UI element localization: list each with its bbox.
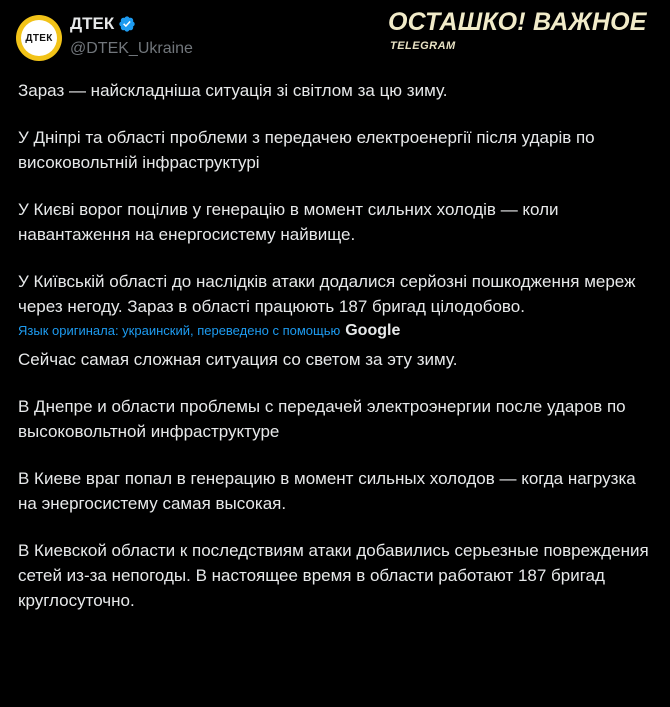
channel-watermark bbox=[382, 6, 662, 56]
account-handle[interactable]: @DTEK_Ukraine bbox=[70, 40, 193, 57]
translated-paragraph: сетей из-за непогоды. В настоящее время в области работают 187 бригад круглосуточно. bbox=[18, 566, 605, 610]
original-paragraph: У Києві ворог поцілив у генерацію в момент сильних холодів — коли навантаження на енергосистему найвище. bbox=[18, 200, 559, 244]
tweet-body bbox=[18, 78, 658, 613]
original-paragraph: Зараз — найскладніша ситуація зі світлом за цю зиму. bbox=[18, 81, 448, 100]
translation-note[interactable] bbox=[18, 321, 658, 341]
translated-paragraph: Сейчас самая сложная ситуация со светом за эту зиму. bbox=[18, 350, 458, 369]
original-paragraph: У Київській області до наслідків атаки додалися серйозні пошкодження мереж через негоду. Зараз в області працюють 187 бригад цілодобово. bbox=[18, 272, 636, 316]
avatar-logo: ДТЕК bbox=[21, 20, 57, 56]
original-paragraph: У Дніпрі та області проблеми з передачею електроенергії після ударів по високовольтній інфраструктурі bbox=[18, 128, 595, 172]
translated-paragraph: В Киевской области к последствиям атаки добавились серьезные повреждения bbox=[18, 541, 649, 560]
verified-badge-icon bbox=[118, 15, 136, 33]
account-name-line bbox=[70, 14, 136, 34]
watermark-title: ОСТАШКО! ВАЖНОЕ bbox=[388, 8, 647, 36]
tweet-header bbox=[0, 0, 670, 72]
account-name[interactable]: ДТЕК bbox=[70, 14, 115, 33]
translated-paragraph: В Киеве враг попал в генерацию в момент сильных холодов — когда нагрузка на энергосистему самая высокая. bbox=[18, 469, 636, 513]
translation-note-text: Язык оригинала: украинский, переведено с помощью bbox=[18, 323, 341, 338]
translated-paragraph: В Днепре и области проблемы с передачей электроэнергии после ударов по высоковольтной инфраструктуре bbox=[18, 397, 626, 441]
watermark-subtitle: TELEGRAM bbox=[390, 40, 456, 52]
avatar[interactable] bbox=[16, 15, 62, 61]
google-logo: Google bbox=[345, 322, 401, 339]
